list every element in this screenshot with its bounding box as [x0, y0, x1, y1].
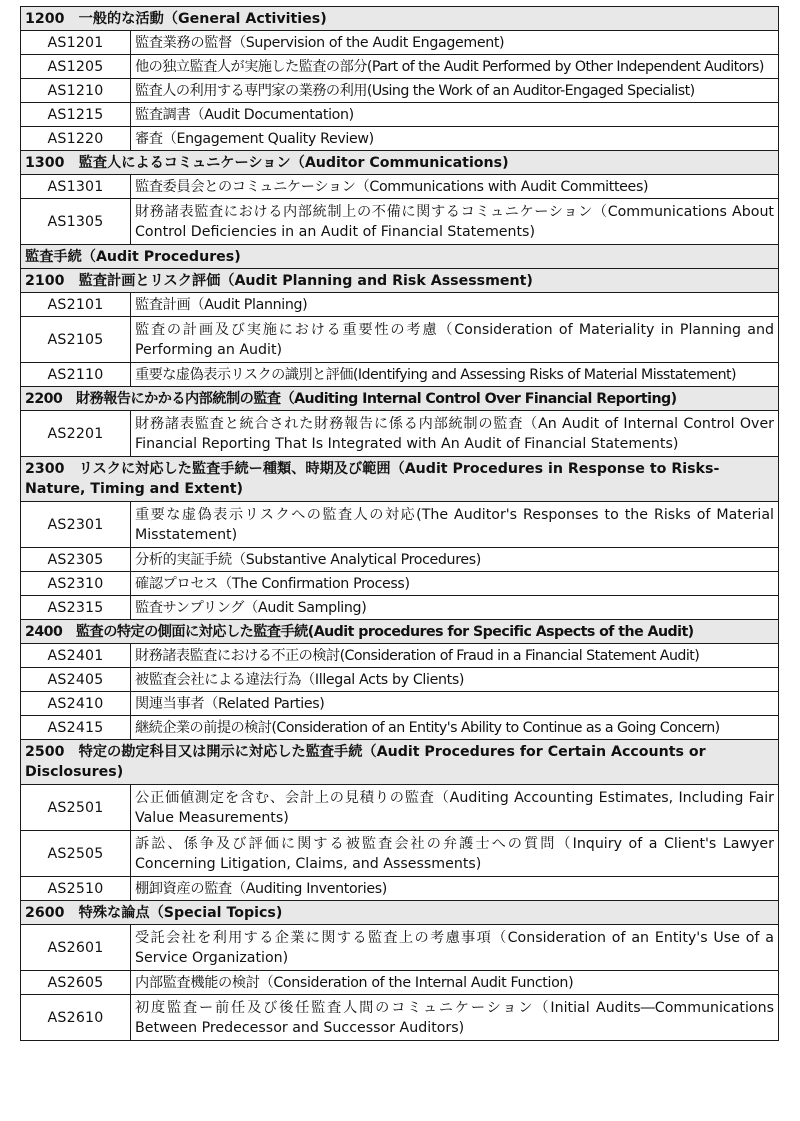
standard-code: AS2410: [21, 692, 131, 716]
standard-title: 重要な虚偽表示リスクへの監査人の対応(The Auditor's Responses to the Risks of Material Misstatement): [131, 502, 779, 548]
standard-title: 受託会社を利用する企業に関する監査上の考慮事項（Consideration of an Entity's Use of a Service Organization): [131, 925, 779, 971]
standard-code: AS2605: [21, 971, 131, 995]
section-heading: 2600 特殊な論点（Special Topics): [21, 901, 779, 925]
standard-code: AS1201: [21, 31, 131, 55]
standard-code: AS2310: [21, 572, 131, 596]
standard-code: AS2501: [21, 785, 131, 831]
standard-title: 他の独立監査人が実施した監査の部分(Part of the Audit Performed by Other Independent Auditors): [131, 55, 779, 79]
table-row: [21, 293, 779, 317]
standard-code: AS2401: [21, 644, 131, 668]
table-row: [21, 103, 779, 127]
table-row: [21, 127, 779, 151]
section-row: [21, 620, 779, 644]
table-row: [21, 548, 779, 572]
section-row: [21, 740, 779, 785]
standard-title: 監査業務の監督（Supervision of the Audit Engagement): [131, 31, 779, 55]
table-row: [21, 716, 779, 740]
standard-code: AS2201: [21, 411, 131, 457]
section-heading: 2200 財務報告にかかる内部統制の監査（Auditing Internal Control Over Financial Reporting): [21, 387, 779, 411]
table-row: [21, 925, 779, 971]
table-row: [21, 31, 779, 55]
standard-title: 分析的実証手続（Substantive Analytical Procedures): [131, 548, 779, 572]
standard-title: 監査調書（Audit Documentation): [131, 103, 779, 127]
standard-code: AS1301: [21, 175, 131, 199]
standard-title: 監査サンプリング（Audit Sampling): [131, 596, 779, 620]
section-row: [21, 245, 779, 269]
table-row: [21, 668, 779, 692]
section-heading: 監査手続（Audit Procedures): [21, 245, 779, 269]
auditing-standards-table: [20, 6, 779, 1041]
table-row: [21, 502, 779, 548]
standard-title: 公正価値測定を含む、会計上の見積りの監査（Auditing Accounting Estimates, Including Fair Value Measurements): [131, 785, 779, 831]
standard-code: AS2510: [21, 877, 131, 901]
standard-code: AS2505: [21, 831, 131, 877]
section-heading: 2400 監査の特定の側面に対応した監査手続(Audit procedures for Specific Aspects of the Audit): [21, 620, 779, 644]
standard-title: 重要な虚偽表示リスクの識別と評価(Identifying and Assessing Risks of Material Misstatement): [131, 363, 779, 387]
table-row: [21, 175, 779, 199]
standard-title: 棚卸資産の監査（Auditing Inventories): [131, 877, 779, 901]
standard-code: AS2105: [21, 317, 131, 363]
section-row: [21, 7, 779, 31]
section-row: [21, 151, 779, 175]
table-row: [21, 785, 779, 831]
table-row: [21, 831, 779, 877]
table-row: [21, 317, 779, 363]
section-row: [21, 901, 779, 925]
table-row: [21, 971, 779, 995]
standard-code: AS1205: [21, 55, 131, 79]
standard-code: AS2405: [21, 668, 131, 692]
standard-title: 訴訟、係争及び評価に関する被監査会社の弁護士への質問（Inquiry of a Client's Lawyer Concerning Litigation, Claims, and Assessments): [131, 831, 779, 877]
standard-title: 財務諸表監査と統合された財務報告に係る内部統制の監査（An Audit of Internal Control Over Financial Reporting That Is Integrated with An Audit of Financial Statements): [131, 411, 779, 457]
standard-code: AS2415: [21, 716, 131, 740]
standard-code: AS2315: [21, 596, 131, 620]
standard-title: 審査（Engagement Quality Review): [131, 127, 779, 151]
standard-code: AS2610: [21, 995, 131, 1041]
standard-title: 監査の計画及び実施における重要性の考慮（Consideration of Materiality in Planning and Performing an Audit): [131, 317, 779, 363]
table-row: [21, 79, 779, 103]
standard-title: 内部監査機能の検討（Consideration of the Internal Audit Function): [131, 971, 779, 995]
standard-code: AS2601: [21, 925, 131, 971]
section-heading: 2100 監査計画とリスク評価（Audit Planning and Risk Assessment): [21, 269, 779, 293]
table-row: [21, 411, 779, 457]
standard-title: 初度監査ー前任及び後任監査人間のコミュニケーション（Initial Audits―Communications Between Predecessor and Successor Auditors): [131, 995, 779, 1041]
table-row: [21, 55, 779, 79]
table-row: [21, 692, 779, 716]
section-heading: 1300 監査人によるコミュニケーション（Auditor Communications): [21, 151, 779, 175]
table-row: [21, 596, 779, 620]
section-row: [21, 457, 779, 502]
standard-code: AS1215: [21, 103, 131, 127]
section-row: [21, 387, 779, 411]
table-row: [21, 877, 779, 901]
section-heading: 1200 一般的な活動（General Activities): [21, 7, 779, 31]
standard-code: AS1220: [21, 127, 131, 151]
section-heading: 2500 特定の勘定科目又は開示に対応した監査手続（Audit Procedures for Certain Accounts or Disclosures): [21, 740, 779, 785]
standard-title: 継続企業の前提の検討(Consideration of an Entity's Ability to Continue as a Going Concern): [131, 716, 779, 740]
standard-code: AS2301: [21, 502, 131, 548]
standard-title: 財務諸表監査における内部統制上の不備に関するコミュニケーション（Communications About Control Deficiencies in an Audit of Financial Statements): [131, 199, 779, 245]
standard-title: 確認プロセス（The Confirmation Process): [131, 572, 779, 596]
standard-title: 監査委員会とのコミュニケーション（Communications with Audit Committees): [131, 175, 779, 199]
table-row: [21, 199, 779, 245]
standard-code: AS1210: [21, 79, 131, 103]
table-row: [21, 644, 779, 668]
standard-code: AS2101: [21, 293, 131, 317]
standard-title: 被監査会社による違法行為（Illegal Acts by Clients): [131, 668, 779, 692]
standard-title: 監査計画（Audit Planning): [131, 293, 779, 317]
standard-title: 財務諸表監査における不正の検討(Consideration of Fraud in a Financial Statement Audit): [131, 644, 779, 668]
section-row: [21, 269, 779, 293]
standard-title: 関連当事者（Related Parties): [131, 692, 779, 716]
table-row: [21, 363, 779, 387]
standard-code: AS2305: [21, 548, 131, 572]
table-row: [21, 995, 779, 1041]
standard-code: AS2110: [21, 363, 131, 387]
standard-code: AS1305: [21, 199, 131, 245]
table-row: [21, 572, 779, 596]
standard-title: 監査人の利用する専門家の業務の利用(Using the Work of an Auditor-Engaged Specialist): [131, 79, 779, 103]
section-heading: 2300 リスクに対応した監査手続ー種類、時期及び範囲（Audit Procedures in Response to Risks-Nature, Timing and Extent): [21, 457, 779, 502]
